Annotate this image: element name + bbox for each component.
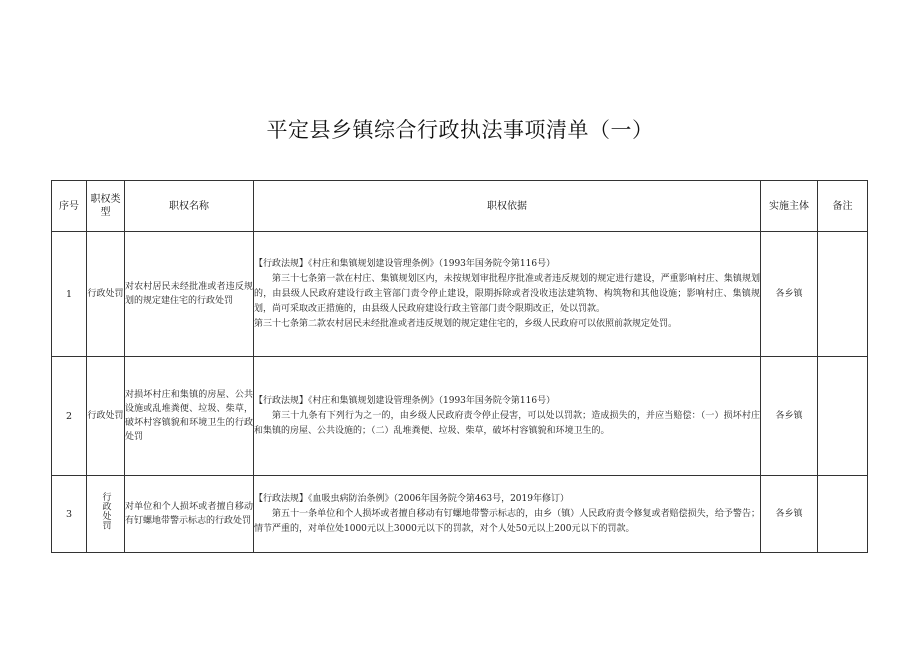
table-row xyxy=(52,476,868,553)
row-num: 2 xyxy=(52,357,87,476)
row-name: 对损坏村庄和集镇的房屋、公共设施或乱堆粪便、垃圾、柴草，破坏村容镇貌和环境卫生的行政处罚 xyxy=(125,357,254,476)
row-type: 行政处罚 xyxy=(87,357,125,476)
basis-source: 【行政法规】《村庄和集镇规划建设管理条例》（1993年国务院令第116号） xyxy=(254,395,556,406)
header-type: 职权类型 xyxy=(87,181,125,232)
table-row xyxy=(52,357,868,476)
basis-source: 【行政法规】《血吸虫病防治条例》（2006年国务院令第463号，2019年修订） xyxy=(254,493,569,504)
row-num: 1 xyxy=(52,232,87,357)
row-type-text: 行政处罚 xyxy=(100,492,111,530)
row-name: 对农村居民未经批准或者违反规划的规定建住宅的行政处罚 xyxy=(125,232,254,357)
header-basis: 职权依据 xyxy=(254,181,761,232)
table-row xyxy=(52,232,868,357)
row-num: 3 xyxy=(52,476,87,553)
row-subject: 各乡镇 xyxy=(761,357,818,476)
basis-clause: 第三十七条第一款在村庄、集镇规划区内，未按规划审批程序批准或者违反规划的规定进行建设，严重影响村庄、集镇规划的，由县级人民政府建设行政主管部门责令停止建设，限期拆除或者没收违法建筑物、构筑物和其他设施；影响村庄、集镇规划，尚可采取改正措施的，由县级人民政府建设行政主管部门责令限期改正，处以罚款。 xyxy=(254,273,760,314)
page-title: 平定县乡镇综合行政执法事项清单（一） xyxy=(266,118,654,142)
row-remark xyxy=(818,476,868,553)
basis-clause: 第五十一条单位和个人损坏或者擅自移动有钉螺地带警示标志的，由乡（镇）人民政府责令修复或者赔偿损失，给予警告；情节严重的，对单位处1000元以上3000元以下的罚款，对个人处50元以上200元以下的罚款。 xyxy=(254,508,760,534)
basis-clause: 第三十七条第二款农村居民未经批准或者违反规划的规定建住宅的，乡级人民政府可以依照前款规定处罚。 xyxy=(254,318,678,329)
row-type: 行政处罚 xyxy=(87,232,125,357)
header-row xyxy=(52,181,868,232)
row-subject: 各乡镇 xyxy=(761,232,818,357)
header-name: 职权名称 xyxy=(125,181,254,232)
row-basis xyxy=(254,476,761,553)
row-basis xyxy=(254,232,761,357)
header-remark: 备注 xyxy=(818,181,868,232)
header-subject: 实施主体 xyxy=(761,181,818,232)
row-subject: 各乡镇 xyxy=(761,476,818,553)
header-num: 序号 xyxy=(52,181,87,232)
basis-clause: 第三十九条有下列行为之一的，由乡级人民政府责令停止侵害，可以处以罚款；造成损失的，并应当赔偿：（一）损坏村庄和集镇的房屋、公共设施的；（二）乱堆粪便、垃圾、柴草，破坏村容镇貌和环境卫生的。 xyxy=(254,410,760,436)
enforcement-table xyxy=(51,180,868,553)
basis-source: 【行政法规】《村庄和集镇规划建设管理条例》（1993年国务院令第116号） xyxy=(254,258,556,269)
row-remark xyxy=(818,232,868,357)
row-basis xyxy=(254,357,761,476)
row-type xyxy=(87,476,125,553)
row-name: 对单位和个人损坏或者擅自移动有钉螺地带警示标志的行政处罚 xyxy=(125,476,254,553)
row-remark xyxy=(818,357,868,476)
